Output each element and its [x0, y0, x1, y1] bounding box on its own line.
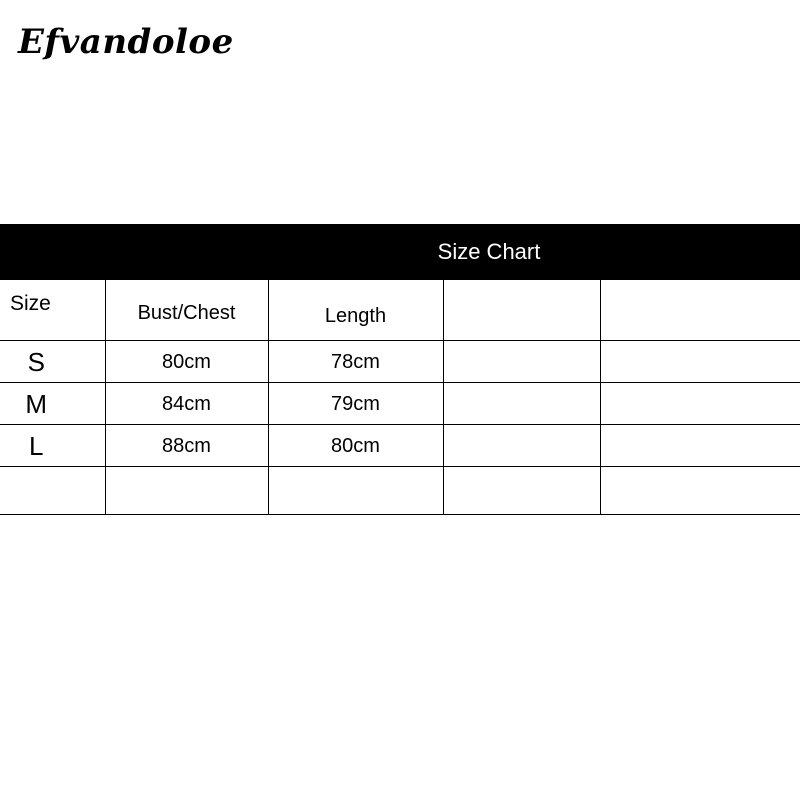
bust-value-cell: 84cm	[105, 383, 268, 425]
empty-cell	[0, 467, 105, 515]
empty-cell	[443, 467, 600, 515]
empty-cell	[600, 425, 800, 467]
header-cell-size: Size	[0, 280, 105, 341]
size-chart-title: Size Chart	[437, 239, 541, 264]
table-row	[0, 383, 800, 425]
empty-cell	[443, 341, 600, 383]
bust-value-cell: 80cm	[105, 341, 268, 383]
size-chart-table	[0, 280, 800, 515]
size-label-cell: L	[0, 425, 105, 467]
table-row	[0, 467, 800, 515]
header-cell-empty	[443, 280, 600, 341]
size-label-cell: M	[0, 383, 105, 425]
empty-cell	[443, 383, 600, 425]
empty-cell	[600, 467, 800, 515]
header-cell-empty	[600, 280, 800, 341]
length-value-cell: 78cm	[268, 341, 443, 383]
empty-cell	[443, 425, 600, 467]
size-chart-header-bar	[0, 224, 800, 280]
empty-cell	[600, 383, 800, 425]
header-cell-length: Length	[268, 280, 443, 341]
length-value-cell: 79cm	[268, 383, 443, 425]
table-row	[0, 341, 800, 383]
length-value-cell: 80cm	[268, 425, 443, 467]
table-header-row	[0, 280, 800, 341]
empty-cell	[268, 467, 443, 515]
header-cell-bust: Bust/Chest	[105, 280, 268, 341]
bust-value-cell: 88cm	[105, 425, 268, 467]
empty-cell	[600, 341, 800, 383]
brand-logo-text: Efvandoloe	[18, 22, 234, 62]
size-label-cell: S	[0, 341, 105, 383]
table-row	[0, 425, 800, 467]
empty-cell	[105, 467, 268, 515]
